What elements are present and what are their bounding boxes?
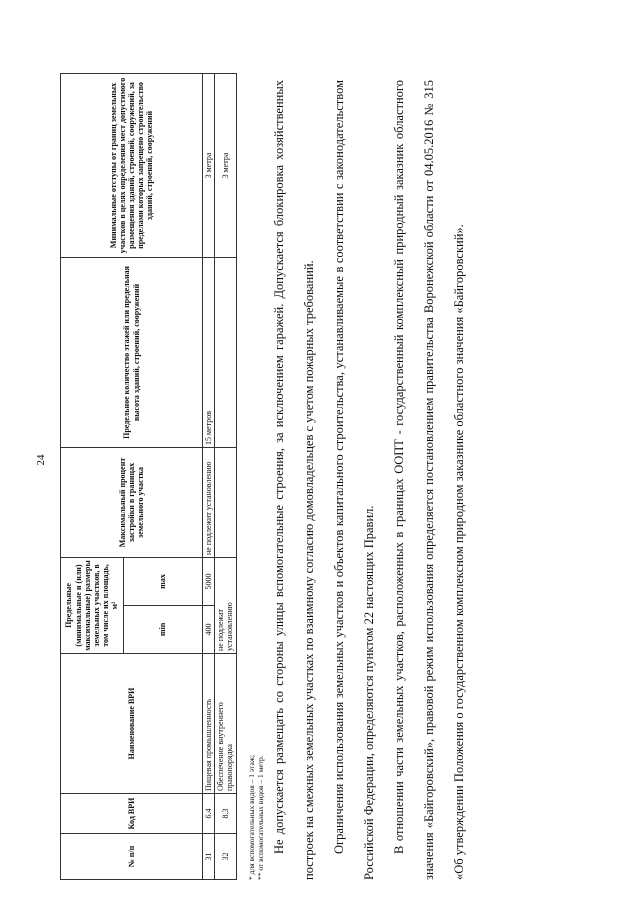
table-row: [215, 74, 236, 880]
cell-min: 400: [203, 606, 215, 654]
footnotes: [247, 755, 265, 880]
page-number: 24: [35, 454, 47, 466]
paragraph: В отношении части земельных участков, расположенных в границах ООПТ - государственный комплексный природный заказник областного значения «Байгоровский», правовой режим использования определяется постановлением правительства Воронежской области от 04.05.2016 № 315 «Об утверждении Положения о государственном комплексном природном заказнике областного значения «Байгоровский».: [392, 80, 466, 880]
cell-code: 6.4: [203, 794, 215, 834]
header-num: № п/п: [61, 834, 203, 880]
header-code: Код ВРИ: [61, 794, 203, 834]
body-text: [264, 80, 474, 880]
header-floors: Предельное количество этажей или предельная высота зданий, строений, сооружений: [61, 258, 203, 448]
cell-build-percent: не подлежит установлению: [203, 448, 215, 558]
paragraph: Ограничения использования земельных участков и объектов капитального строительства, устанавливаемые в соответствии с законодательством Российской Федерации, определяются пунктом 22 настоящих Правил.: [332, 80, 376, 880]
cell-name: Пищевая промышленность: [203, 654, 215, 794]
footnote: * для вспомогательных видов – 1 этаж;: [247, 754, 256, 880]
header-setbacks: Минимальные отступы от границ земельных участков в целях определения мест допустимого размещения зданий, строений, сооружений, за пределами которых запрещено строительство зданий, строений, сооружений: [61, 74, 203, 258]
header-name: Наименование ВРИ: [61, 654, 203, 794]
cell-max: 5000: [203, 558, 215, 606]
cell-setbacks: 3 метра: [215, 74, 236, 258]
rotated-page-content: [60, 60, 620, 880]
cell-num: 32: [215, 834, 236, 880]
header-max: max: [124, 558, 203, 606]
header-build-percent: Максимальный процент застройки в границах земельного участка: [61, 448, 203, 558]
cell-floors: [215, 258, 236, 448]
header-area-limits: Предельные (минимальные и (или) максимальные) размеры земельных участков, в том числе их площадь, м²: [61, 558, 124, 654]
table-row: [203, 74, 215, 880]
cell-area: не подлежат установлению: [215, 558, 236, 654]
cell-code: 8.3: [215, 794, 236, 834]
paragraph: Не допускается размещать со стороны улицы вспомогательные строения, за исключением гаражей. Допускается блокировка хозяйственных построек на смежных земельных участках по взаимному согласию домовладельцев с учетом пожарных требований.: [272, 80, 316, 880]
cell-build-percent: [215, 448, 236, 558]
cell-floors: 15 метров: [203, 258, 215, 448]
footnote: ** от вспомогательных видов – 1 метр.: [256, 755, 265, 880]
cell-name: Обеспечение внутреннего правопорядка: [215, 654, 236, 794]
zoning-parameters-table: [60, 73, 237, 880]
cell-num: 31: [203, 834, 215, 880]
header-min: min: [124, 606, 203, 654]
cell-setbacks: 3 метра: [203, 74, 215, 258]
